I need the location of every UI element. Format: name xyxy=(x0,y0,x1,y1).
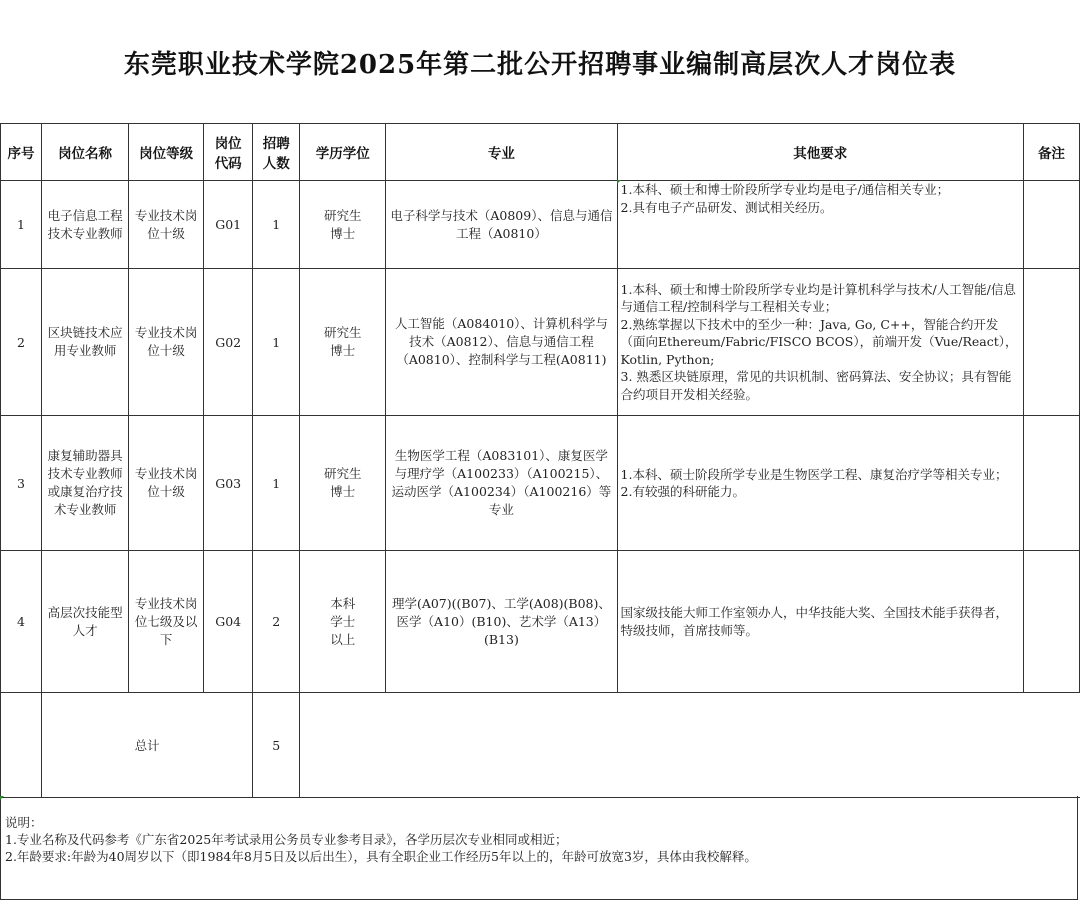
notes-line: 1.专业名称及代码参考《广东省2025年考试录用公务员专业参考目录》，各学历层次专业相同或相近； xyxy=(5,832,568,847)
header-code-line2: 代码 xyxy=(214,156,242,172)
cell-count: 1 xyxy=(253,269,300,416)
header-other: 其他要求 xyxy=(617,124,1023,181)
header-name: 岗位名称 xyxy=(42,124,129,181)
header-level: 岗位等级 xyxy=(129,124,204,181)
header-count xyxy=(253,124,300,181)
notes xyxy=(0,796,1078,900)
total-row xyxy=(1,693,1080,798)
cell-empty xyxy=(1,693,42,798)
cell-seq: 3 xyxy=(1,416,42,551)
total-label: 总计 xyxy=(42,693,253,798)
cell-empty xyxy=(300,693,1080,798)
header-count-line1: 招聘 xyxy=(262,136,290,152)
header-edu: 学历学位 xyxy=(300,124,386,181)
total-value: 5 xyxy=(253,693,300,798)
cell-seq: 4 xyxy=(1,551,42,693)
cell-code: G02 xyxy=(204,269,253,416)
cell-seq: 1 xyxy=(1,181,42,269)
cell-code: G03 xyxy=(204,416,253,551)
notes-heading: 说明： xyxy=(5,815,43,830)
cell-comment-marker xyxy=(617,180,621,184)
cell-other: 1.本科、硕士阶段所学专业是生物医学工程、康复治疗学等相关专业； 2.有较强的科研能力。 xyxy=(617,416,1023,551)
table-header-row xyxy=(1,124,1080,181)
job-table xyxy=(0,123,1080,798)
cell-code: G04 xyxy=(204,551,253,693)
cell-name: 电子信息工程技术专业教师 xyxy=(42,181,129,269)
cell-other: 1.本科、硕士和博士阶段所学专业均是计算机科学与技术/人工智能/信息与通信工程/控制科学与工程相关专业； 2.熟练掌握以下技术中的至少一种：Java, Go, C++，智能合约开发（面向Ethereum/Fabric/FISCO BCOS），前端开发（Vue/React），Kotlin, Python; 3. 熟悉区块链原理，常见的共识机制、密码算法、安全协议；具有智能合约项目开发相关经验。 xyxy=(617,269,1023,416)
cell-level: 专业技术岗位七级及以下 xyxy=(129,551,204,693)
cell-level: 专业技术岗位十级 xyxy=(129,181,204,269)
cell-comment-marker xyxy=(0,796,4,800)
header-remark: 备注 xyxy=(1023,124,1079,181)
header-major: 专业 xyxy=(386,124,617,181)
cell-edu: 研究生 博士 xyxy=(300,181,386,269)
cell-seq: 2 xyxy=(1,269,42,416)
cell-remark xyxy=(1023,416,1079,551)
cell-remark xyxy=(1023,551,1079,693)
cell-code: G01 xyxy=(204,181,253,269)
cell-major: 理学(A07)((B07)、工学(A08)(B08)、医学（A10）(B10)、艺术学（A13）(B13) xyxy=(386,551,617,693)
cell-edu: 研究生 博士 xyxy=(300,269,386,416)
cell-level: 专业技术岗位十级 xyxy=(129,269,204,416)
cell-remark xyxy=(1023,181,1079,269)
table-row xyxy=(1,269,1080,416)
cell-major: 电子科学与技术（A0809）、信息与通信工程（A0810） xyxy=(386,181,617,269)
header-seq: 序号 xyxy=(1,124,42,181)
cell-remark xyxy=(1023,269,1079,416)
table-row xyxy=(1,416,1080,551)
page-title: 东莞职业技术学院2025年第二批公开招聘事业编制高层次人才岗位表 xyxy=(123,50,957,80)
header-code-line1: 岗位 xyxy=(214,136,242,152)
cell-major: 生物医学工程（A083101）、康复医学与理疗学（A100233）（A100215）、运动医学（A100234）（A100216）等专业 xyxy=(386,416,617,551)
cell-name: 康复辅助器具技术专业教师或康复治疗技术专业教师 xyxy=(42,416,129,551)
cell-name: 高层次技能型人才 xyxy=(42,551,129,693)
cell-other: 1.本科、硕士和博士阶段所学专业均是电子/通信相关专业； 2.具有电子产品研发、测试相关经历。 xyxy=(617,181,1023,269)
cell-other: 国家级技能大师工作室领办人，中华技能大奖、全国技术能手获得者，特级技师，首席技师等。 xyxy=(617,551,1023,693)
table-row xyxy=(1,181,1080,269)
table-row xyxy=(1,551,1080,693)
cell-count: 1 xyxy=(253,181,300,269)
cell-level: 专业技术岗位十级 xyxy=(129,416,204,551)
cell-edu: 研究生 博士 xyxy=(300,416,386,551)
cell-count: 2 xyxy=(253,551,300,693)
cell-count: 1 xyxy=(253,416,300,551)
header-code xyxy=(204,124,253,181)
cell-edu: 本科 学士 以上 xyxy=(300,551,386,693)
header-count-line2: 人数 xyxy=(262,156,290,172)
cell-major: 人工智能（A084010）、计算机科学与技术（A0812）、信息与通信工程（A0810）、控制科学与工程(A0811) xyxy=(386,269,617,416)
cell-name: 区块链技术应用专业教师 xyxy=(42,269,129,416)
notes-line: 2.年龄要求:年龄为40周岁以下（即1984年8月5日及以后出生），具有全职企业工作经历5年以上的，年龄可放宽3岁，具体由我校解释。 xyxy=(5,849,757,864)
